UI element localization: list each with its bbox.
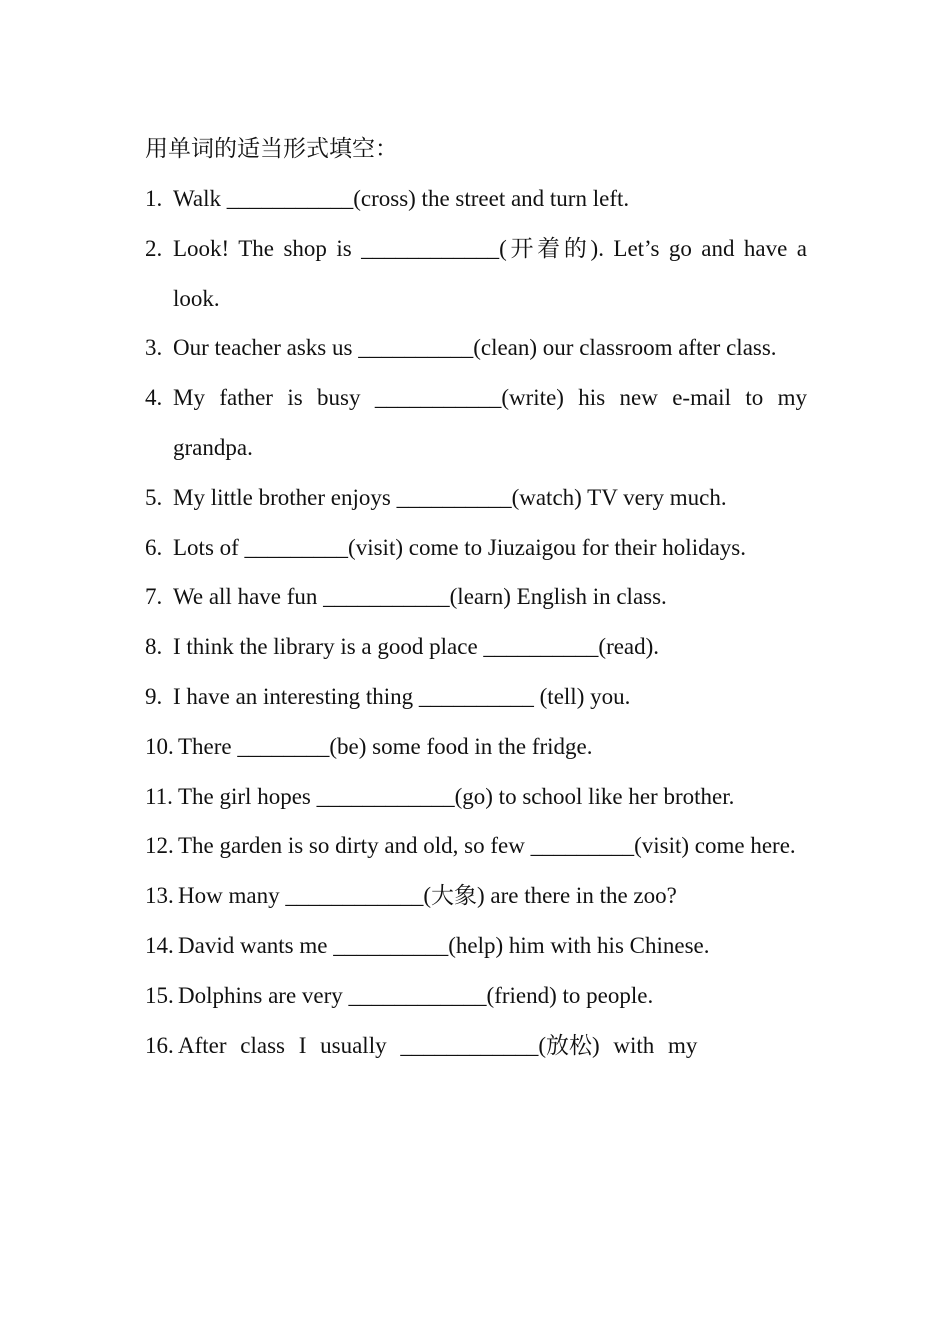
exercise-item-6 <box>145 523 807 573</box>
exercise-item-4 <box>145 373 807 473</box>
item-number: 9. <box>145 683 163 709</box>
item-text: Dolphins are very ____________(friend) to people. <box>178 982 654 1008</box>
exercise-item-2 <box>145 224 807 324</box>
item-number: 12. <box>145 833 174 859</box>
item-text: David wants me __________(help) him with his Chinese. <box>178 932 710 958</box>
item-number: 13. <box>145 883 174 909</box>
item-number: 5. <box>145 484 163 510</box>
item-text: We all have fun ___________(learn) English in class. <box>173 584 667 610</box>
item-number: 6. <box>145 534 163 560</box>
exercise-item-1 <box>145 174 807 224</box>
item-number: 11. <box>145 783 173 809</box>
item-text: How many ____________(大象) are there in the zoo? <box>178 883 677 909</box>
item-number: 10. <box>145 733 174 759</box>
item-text: Our teacher asks us __________(clean) our classroom after class. <box>173 335 777 361</box>
item-number: 8. <box>145 634 163 660</box>
exercise-item-16 <box>145 1021 807 1071</box>
exercise-item-8 <box>145 622 807 672</box>
item-number: 4. <box>145 385 163 411</box>
item-text: My little brother enjoys __________(watch) TV very much. <box>173 484 727 510</box>
item-text: My father is busy ___________(write) his new e-mail to my grandpa. <box>173 385 807 460</box>
exercise-title: 用单词的适当形式填空： <box>145 136 398 161</box>
exercise-item-15 <box>145 971 807 1021</box>
item-text: Look! The shop is ____________(开着的). Let’s go and have a look. <box>173 235 807 311</box>
exercise-item-7 <box>145 572 807 622</box>
item-number: 14. <box>145 932 174 958</box>
item-number: 3. <box>145 335 163 361</box>
item-text: Lots of _________(visit) come to Jiuzaigou for their holidays. <box>173 534 746 560</box>
item-text: I think the library is a good place __________(read). <box>173 634 660 660</box>
exercise-item-12 <box>145 821 807 871</box>
item-number: 2. <box>145 235 163 261</box>
exercise-item-13 <box>145 871 807 921</box>
item-text: The garden is so dirty and old, so few _________(visit) come here. <box>178 833 796 859</box>
item-text: There ________(be) some food in the fridge. <box>178 733 593 759</box>
exercise-item-5 <box>145 473 807 523</box>
item-text: After class I usually ____________(放松) with my <box>178 1032 698 1058</box>
item-text: The girl hopes ____________(go) to school like her brother. <box>178 783 735 809</box>
item-number: 16. <box>145 1032 174 1058</box>
exercise-item-9 <box>145 672 807 722</box>
item-number: 15. <box>145 982 174 1008</box>
item-number: 1. <box>145 186 163 211</box>
item-text: I have an interesting thing __________ (tell) you. <box>173 683 631 709</box>
item-number: 7. <box>145 584 163 610</box>
exercise-list <box>145 174 807 1070</box>
exercise-item-14 <box>145 921 807 971</box>
exercise-item-11 <box>145 772 807 822</box>
exercise-item-3 <box>145 323 807 373</box>
exercise-item-10 <box>145 722 807 772</box>
item-text: Walk ___________(cross) the street and turn left. <box>173 186 630 211</box>
